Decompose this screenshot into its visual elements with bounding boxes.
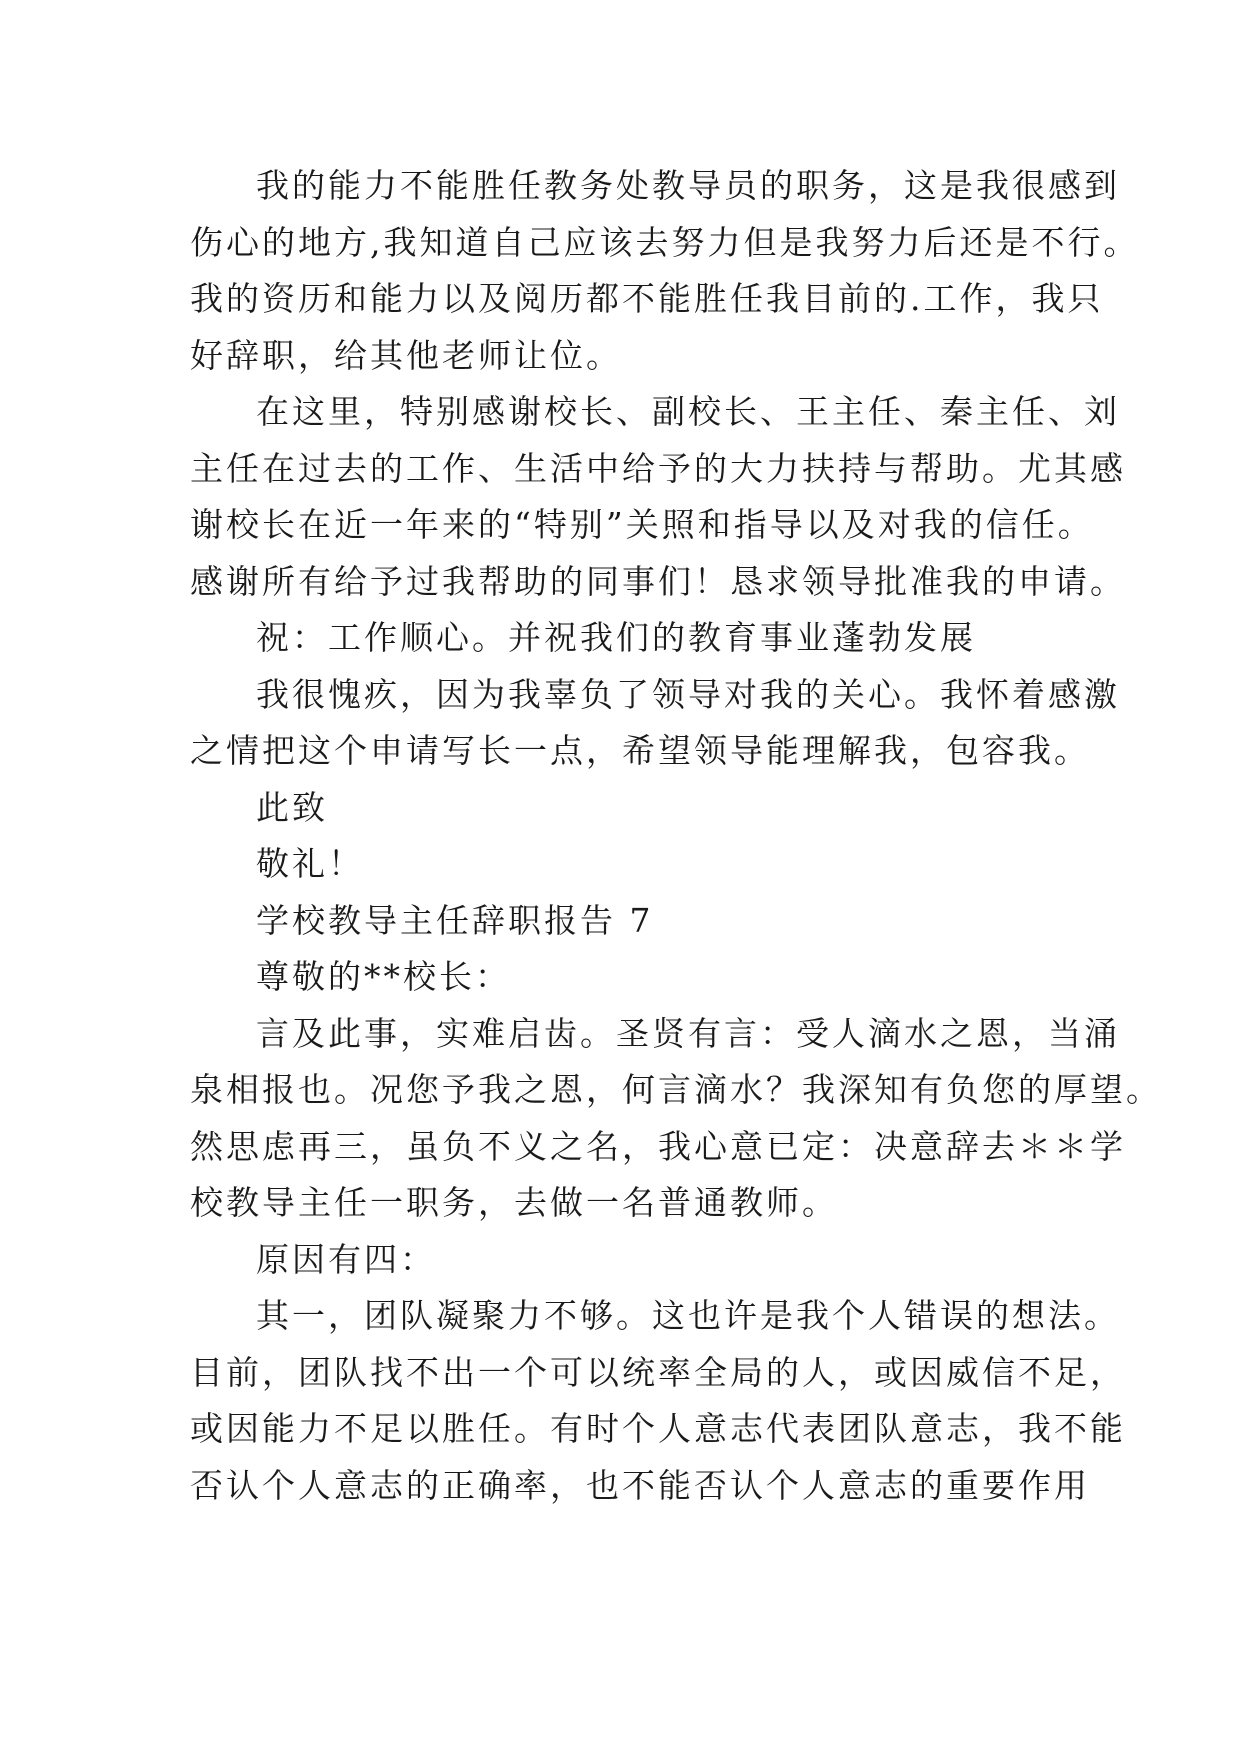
text-line: 好辞职，给其他老师让位。 (190, 335, 622, 375)
text-line: 其一，团队凝聚力不够。这也许是我个人错误的想法。 (256, 1296, 1120, 1335)
text-line: 我很愧疚，因为我辜负了领导对我的关心。我怀着感激 (256, 674, 1120, 714)
text-line: 否认个人意志的正确率，也不能否认个人意志的重要作用 (190, 1465, 1090, 1505)
text-line: 目前，团队找不出一个可以统率全局的人，或因威信不足， (190, 1352, 1126, 1392)
text-line: 然思虑再三，虽负不义之名，我心意已定：决意辞去＊＊学 (190, 1126, 1126, 1166)
section-title: 学校教导主任辞职报告 7 (256, 900, 654, 940)
text-line: 我的能力不能胜任教务处教导员的职务，这是我很感到 (256, 166, 1120, 205)
text-line: 祝：工作顺心。并祝我们的教育事业蓬勃发展 (256, 618, 976, 657)
text-line: 原因有四： (256, 1239, 436, 1279)
text-line: 感谢所有给予过我帮助的同事们！恳求领导批准我的申请。 (190, 561, 1126, 601)
text-line: 言及此事，实难启齿。圣贤有言：受人滴水之恩，当涌 (256, 1013, 1120, 1053)
text-line: 敬礼！ (256, 844, 364, 883)
text-line: 在这里，特别感谢校长、副校长、王主任、秦主任、刘 (256, 392, 1120, 431)
text-line: 伤心的地方,我知道自己应该去努力但是我努力后还是不行。 (190, 222, 1140, 262)
text-line: 或因能力不足以胜任。有时个人意志代表团队意志，我不能 (190, 1409, 1126, 1448)
text-line: 泉相报也。况您予我之恩，何言滴水？我深知有负您的厚望。 (190, 1070, 1162, 1109)
text-line: 之情把这个申请写长一点，希望领导能理解我，包容我。 (190, 731, 1090, 770)
salutation: 尊敬的**校长： (256, 957, 511, 996)
document-body (190, 158, 1162, 1514)
text-line: 我的资历和能力以及阅历都不能胜任我目前的.工作，我只 (190, 279, 1104, 318)
text-line: 主任在过去的工作、生活中给予的大力扶持与帮助。尤其感 (190, 448, 1126, 488)
text-line: 此致 (256, 787, 328, 827)
text-line: 谢校长在近一年来的“特别”关照和指导以及对我的信任。 (190, 505, 1094, 544)
text-line: 校教导主任一职务，去做一名普通教师。 (190, 1183, 838, 1222)
